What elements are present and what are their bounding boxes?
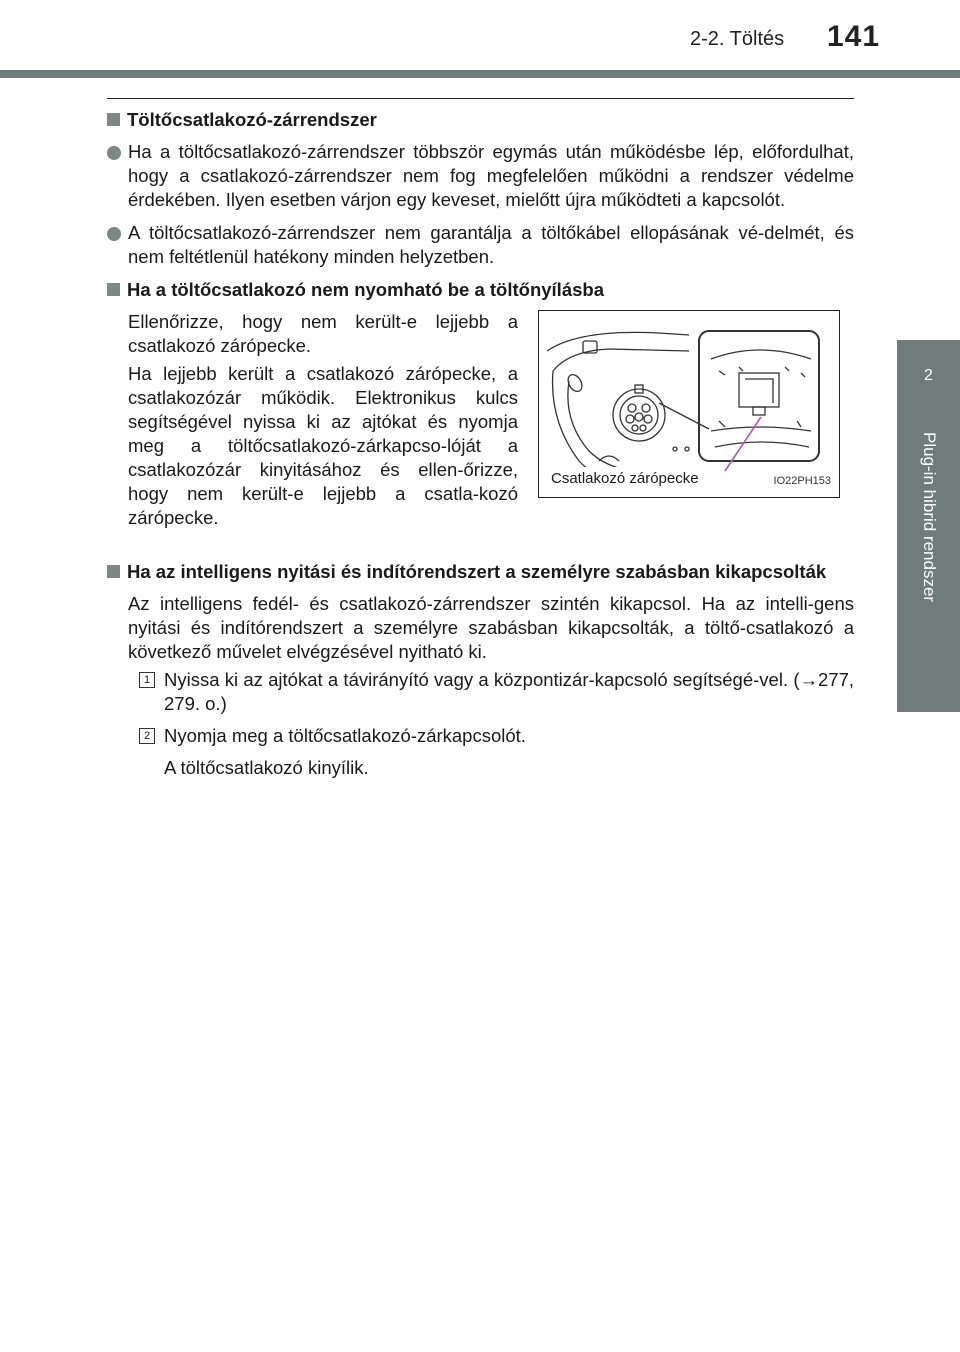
step-item: 2 Nyomja meg a töltőcsatlakozó-zárkapcsolót. [107, 724, 854, 748]
square-bullet-icon [107, 283, 120, 296]
section-divider [107, 98, 854, 99]
square-bullet-icon [107, 565, 120, 578]
paragraph: Az intelligens fedél- és csatlakozó-zárrendszer szintén kikapcsol. Ha az intelli-gens nyitási és indítórendszert a személyre szabásban kikapcsolták, a töltő-csatlakozó a következő művelet elvégzésével nyitható ki. [128, 593, 854, 662]
section-heading: Töltőcsatlakozó-zárrendszer [107, 108, 854, 132]
circle-bullet-icon [107, 227, 121, 241]
bullet-item: A töltőcsatlakozó-zárrendszer nem garantálja a töltőkábel ellopásának vé-delmét, és nem feltétlenül hatékony minden helyzetben. [107, 221, 854, 269]
figure-text [128, 310, 518, 534]
charging-port-figure [538, 310, 840, 498]
figure-row [107, 310, 854, 548]
step-number: 2 [139, 728, 155, 744]
section-title: 2-2. Töltés [690, 28, 785, 50]
bullet-item: Ha a töltőcsatlakozó-zárrendszer többször egymás után működésbe lép, előfordulhat, hogy a csatlakozó-zárrendszer nem fog megfelelően működni a rendszer védelme érdekében. Ilyen esetben várjon egy keveset, mielőtt újra működteti a kapcsolót. [107, 140, 854, 212]
chapter-tab-label: Plug-in hibrid rendszer [920, 432, 939, 603]
section-heading: Ha az intelligens nyitási és indítórendszert a személyre szabásban kikapcsolták [107, 560, 854, 584]
chapter-tab-number: 2 [897, 340, 960, 422]
section-heading: Ha a töltőcsatlakozó nem nyomható be a töltőnyílásba [107, 278, 854, 302]
header-bar [0, 70, 960, 78]
circle-bullet-icon [107, 146, 121, 160]
step-result: A töltőcsatlakozó kinyílik. [164, 757, 369, 778]
paragraph: Ellenőrizze, hogy nem került-e lejjebb a csatlakozó zárópecke. [128, 311, 518, 356]
chapter-tab [897, 422, 960, 712]
square-bullet-icon [107, 113, 120, 126]
figure-caption: Csatlakozó zárópecke [549, 467, 701, 491]
figure-code: IO22PH153 [773, 475, 831, 487]
paragraph: Ha lejjebb került a csatlakozó zárópecke, a csatlakozózár működik. Elektronikus kulcs segítségével nyissa ki az ajtókat és nyomja meg a töltőcsatlakozó-zárkapcso-lóját a csatlakozózár kinyitásához és ellen-őrizze, hogy nem került-e lejjebb a csatla-kozó zárópecke. [128, 363, 518, 528]
page-number: 141 [827, 20, 881, 53]
step-item: 1 Nyissa ki az ajtókat a távirányító vagy a központizár-kapcsoló segítségé-vel. (→277, 279. o.) [107, 668, 854, 716]
page-content [107, 108, 854, 780]
step-number: 1 [139, 672, 155, 688]
